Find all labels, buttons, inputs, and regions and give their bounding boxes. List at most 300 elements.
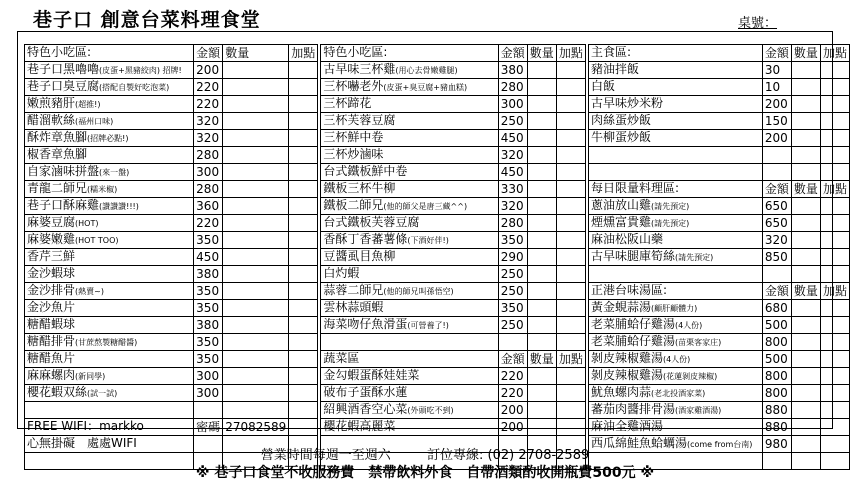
extra-cell[interactable] [289, 351, 318, 368]
extra-cell[interactable] [820, 351, 849, 368]
price-cell: 280 [194, 147, 223, 164]
dish-name-cell [321, 147, 498, 164]
price-cell [762, 266, 791, 283]
menu-row [25, 368, 850, 385]
quantity-cell[interactable] [791, 130, 820, 147]
price-cell: 320 [194, 130, 223, 147]
price-cell: 220 [194, 215, 223, 232]
quantity-cell[interactable] [527, 385, 556, 402]
price-cell: 280 [498, 215, 527, 232]
quantity-cell[interactable] [223, 130, 289, 147]
quantity-cell[interactable] [791, 351, 820, 368]
dish-name: 巷子口黑嚕嚕 [27, 62, 100, 76]
page-title: 巷子口 創意台菜料理食堂 [33, 9, 261, 31]
extra-cell[interactable] [556, 283, 585, 300]
dish-note: (下酒好伴!) [407, 236, 449, 245]
price-cell: 300 [498, 96, 527, 113]
dish-name-cell [25, 368, 194, 385]
dish-name-cell [588, 164, 762, 181]
dish-name: 豬油拌飯 [590, 62, 639, 76]
extra-cell[interactable] [289, 266, 318, 283]
price-cell: 350 [194, 283, 223, 300]
extra-cell[interactable] [556, 232, 585, 249]
dish-name-cell [588, 419, 762, 436]
extra-cell[interactable] [556, 130, 585, 147]
dish-name: 牛柳蛋炒飯 [590, 130, 651, 144]
dish-note: (新同學) [75, 372, 106, 381]
price-cell: 300 [194, 164, 223, 181]
quantity-cell[interactable]: 數量 [223, 45, 289, 62]
price-cell: 250 [498, 113, 527, 130]
quantity-cell[interactable]: 數量 [791, 181, 820, 198]
extra-cell[interactable] [289, 198, 318, 215]
quantity-cell[interactable] [791, 198, 820, 215]
dish-name-cell [321, 419, 498, 436]
dish-note: (讚讚讚!!!) [99, 202, 139, 211]
dish-name-cell [588, 96, 762, 113]
extra-cell[interactable]: 加點 [820, 283, 849, 300]
extra-cell[interactable]: 加點 [820, 181, 849, 198]
dish-note: (請先預定) [674, 253, 714, 262]
price-cell: 150 [762, 113, 791, 130]
extra-cell[interactable] [289, 419, 318, 436]
dish-name: 麻婆嫩雞 [27, 232, 76, 246]
quantity-cell[interactable] [527, 130, 556, 147]
extra-cell[interactable] [820, 266, 849, 283]
quantity-cell[interactable] [527, 368, 556, 385]
dish-note: (4人份) [662, 355, 691, 364]
extra-cell[interactable] [556, 96, 585, 113]
price-cell: 450 [498, 130, 527, 147]
quantity-cell[interactable] [223, 385, 289, 402]
price-cell: 800 [762, 368, 791, 385]
quantity-cell[interactable] [223, 300, 289, 317]
dish-name-cell [588, 368, 762, 385]
quantity-cell[interactable] [791, 96, 820, 113]
quantity-cell[interactable] [527, 113, 556, 130]
quantity-cell[interactable] [527, 300, 556, 317]
quantity-cell[interactable] [223, 317, 289, 334]
quantity-cell[interactable] [791, 368, 820, 385]
quantity-cell[interactable] [223, 266, 289, 283]
dish-note: (來一盤) [99, 168, 130, 177]
extra-cell[interactable] [820, 249, 849, 266]
price-cell: 密碼 [194, 419, 223, 436]
quantity-cell[interactable] [527, 96, 556, 113]
dish-name: 金沙蝦球 [27, 266, 76, 280]
quantity-cell[interactable] [791, 215, 820, 232]
dish-name-cell [588, 45, 762, 62]
quantity-cell[interactable] [223, 62, 289, 79]
dish-name-cell [321, 334, 498, 351]
extra-cell[interactable] [556, 79, 585, 96]
quantity-cell[interactable] [223, 249, 289, 266]
policy-notice: ※ 巷子口食堂不收服務費 禁帶飲料外食 自帶酒類酌收開瓶費500元 ※ [195, 465, 655, 481]
dish-name-cell [25, 79, 194, 96]
menu-row [25, 198, 850, 215]
dish-name-cell [321, 317, 498, 334]
extra-cell[interactable] [289, 283, 318, 300]
price-cell: 200 [194, 62, 223, 79]
quantity-cell[interactable] [223, 283, 289, 300]
dish-name-cell [25, 130, 194, 147]
dish-name: 巷子口臭豆腐 [27, 79, 100, 93]
extra-cell[interactable] [556, 266, 585, 283]
extra-cell[interactable] [289, 385, 318, 402]
quantity-cell[interactable]: 數量 [527, 351, 556, 368]
extra-cell[interactable] [289, 62, 318, 79]
price-cell: 320 [498, 198, 527, 215]
extra-cell[interactable] [556, 198, 585, 215]
quantity-cell[interactable] [527, 181, 556, 198]
quantity-cell[interactable] [527, 62, 556, 79]
extra-cell[interactable] [556, 334, 585, 351]
dish-name: 黃金蜆蒜湯 [590, 300, 651, 314]
dish-name: 鐵板三杯牛柳 [323, 181, 396, 195]
dish-name-cell [588, 385, 762, 402]
dish-name: 三杯芙蓉豆腐 [323, 113, 396, 127]
price-cell: 30 [762, 62, 791, 79]
quantity-cell[interactable] [527, 215, 556, 232]
extra-cell[interactable] [820, 79, 849, 96]
extra-cell[interactable] [289, 215, 318, 232]
price-cell: 800 [762, 334, 791, 351]
dish-name: 台式鐵板鮮中卷 [323, 164, 408, 178]
quantity-cell[interactable] [223, 113, 289, 130]
extra-cell[interactable] [556, 317, 585, 334]
quantity-cell[interactable] [527, 79, 556, 96]
dish-name-cell [588, 62, 762, 79]
extra-cell[interactable] [289, 368, 318, 385]
price-cell: 800 [762, 385, 791, 402]
dish-name-cell [588, 113, 762, 130]
extra-cell[interactable]: 加點 [556, 351, 585, 368]
quantity-cell[interactable] [223, 334, 289, 351]
quantity-cell[interactable] [791, 317, 820, 334]
quantity-cell[interactable] [223, 232, 289, 249]
dish-note: (4人份) [674, 321, 703, 330]
extra-cell[interactable] [289, 96, 318, 113]
dish-name: 金沙魚片 [27, 300, 76, 314]
extra-cell[interactable] [820, 334, 849, 351]
dish-name-cell [321, 402, 498, 419]
dish-name-cell [588, 249, 762, 266]
dish-note: (皮蛋+黑豬絞肉) 招牌! [99, 66, 182, 75]
extra-cell[interactable] [820, 147, 849, 164]
dish-name-cell [25, 385, 194, 402]
dish-note: (HOT) [75, 219, 99, 228]
quantity-cell[interactable] [223, 181, 289, 198]
dish-name-cell [25, 402, 194, 419]
extra-cell[interactable] [820, 62, 849, 79]
extra-cell[interactable] [820, 300, 849, 317]
quantity-cell[interactable] [223, 147, 289, 164]
dish-note: (顧肝顧體力) [650, 304, 698, 313]
dish-name-cell [321, 385, 498, 402]
opening-hours: 營業時間每週一至週六 [260, 448, 391, 463]
price-cell: 10 [762, 79, 791, 96]
extra-cell[interactable] [556, 368, 585, 385]
dish-name-cell [321, 113, 498, 130]
extra-cell[interactable] [556, 164, 585, 181]
quantity-cell[interactable] [223, 351, 289, 368]
dish-name: FREE WIFI：markko [27, 419, 144, 433]
extra-cell[interactable]: 加點 [820, 45, 849, 62]
extra-cell[interactable] [820, 368, 849, 385]
price-cell: 280 [498, 79, 527, 96]
dish-name-cell [321, 351, 498, 368]
quantity-cell[interactable] [527, 317, 556, 334]
extra-cell[interactable] [820, 419, 849, 436]
extra-cell[interactable] [820, 402, 849, 419]
price-cell: 金額 [762, 283, 791, 300]
dish-name-cell [588, 317, 762, 334]
menu-row [25, 385, 850, 402]
price-cell: 金額 [194, 45, 223, 62]
quantity-cell[interactable] [527, 249, 556, 266]
dish-name-cell [321, 130, 498, 147]
extra-cell[interactable] [556, 249, 585, 266]
menu-row [25, 96, 850, 113]
dish-name: 古早味腿庫筍絲 [590, 249, 675, 263]
menu-row [25, 113, 850, 130]
dish-name: 古早味三杯雞 [323, 62, 396, 76]
menu-row [25, 402, 850, 419]
price-cell: 200 [762, 130, 791, 147]
dish-name-cell [321, 215, 498, 232]
dish-name-cell [25, 317, 194, 334]
dish-name: 麻油松阪山藥 [590, 232, 663, 246]
dish-name: 特色小吃區: [323, 45, 388, 59]
price-cell: 220 [498, 385, 527, 402]
price-cell: 450 [498, 164, 527, 181]
menu-row [25, 164, 850, 181]
dish-note: (超推!) [75, 100, 101, 109]
dish-name: 三杯蹄花 [323, 96, 372, 110]
quantity-cell[interactable] [527, 334, 556, 351]
quantity-cell[interactable] [527, 402, 556, 419]
extra-cell[interactable] [289, 300, 318, 317]
dish-name-cell [588, 351, 762, 368]
price-cell: 360 [194, 198, 223, 215]
dish-name: 心無掛礙 處處WIFI [27, 436, 137, 450]
dish-name: 破布子蛋酥水蓮 [323, 385, 408, 399]
dish-name: 特色小吃區: [27, 45, 92, 59]
menu-row [25, 283, 850, 300]
extra-cell[interactable] [289, 249, 318, 266]
dish-note: (可營養了!) [407, 321, 449, 330]
quantity-cell[interactable] [223, 215, 289, 232]
extra-cell[interactable] [289, 402, 318, 419]
dish-name: 台式鐵板芙蓉豆腐 [323, 215, 420, 229]
extra-cell[interactable] [289, 79, 318, 96]
dish-name-cell [321, 266, 498, 283]
extra-cell[interactable] [556, 147, 585, 164]
dish-name-cell [588, 300, 762, 317]
dish-name: 金勾蝦蛋酥娃娃菜 [323, 368, 420, 382]
menu-row [25, 351, 850, 368]
quantity-cell[interactable] [223, 96, 289, 113]
dish-name-cell [321, 96, 498, 113]
extra-cell[interactable] [556, 385, 585, 402]
dish-name-cell [25, 164, 194, 181]
dish-name: 巷子口酥麻雞 [27, 198, 100, 212]
price-cell: 330 [498, 181, 527, 198]
extra-cell[interactable] [820, 317, 849, 334]
quantity-cell[interactable] [791, 249, 820, 266]
price-cell: 280 [194, 181, 223, 198]
quantity-cell[interactable] [223, 198, 289, 215]
extra-cell[interactable] [556, 181, 585, 198]
extra-cell[interactable] [820, 113, 849, 130]
quantity-cell[interactable] [791, 385, 820, 402]
dish-name-cell [588, 147, 762, 164]
extra-cell[interactable] [556, 113, 585, 130]
quantity-cell[interactable] [791, 113, 820, 130]
quantity-cell[interactable] [223, 164, 289, 181]
dish-name-cell [321, 79, 498, 96]
dish-name: 白飯 [590, 79, 615, 93]
dish-name: 椒香章魚腳 [27, 147, 88, 161]
quantity-cell[interactable] [791, 232, 820, 249]
price-cell: 250 [498, 283, 527, 300]
extra-cell[interactable] [556, 300, 585, 317]
price-cell: 320 [498, 147, 527, 164]
quantity-cell[interactable] [527, 232, 556, 249]
quantity-cell[interactable]: 數量 [791, 283, 820, 300]
dish-name-cell [588, 215, 762, 232]
extra-cell[interactable] [556, 419, 585, 436]
dish-name: 老菜脯蛤仔雞湯 [590, 334, 675, 348]
price-cell: 220 [194, 79, 223, 96]
menu-row [25, 419, 850, 436]
quantity-cell[interactable] [223, 368, 289, 385]
extra-cell[interactable] [820, 164, 849, 181]
extra-cell[interactable]: 加點 [556, 45, 585, 62]
quantity-cell[interactable] [791, 62, 820, 79]
dish-name-cell [25, 232, 194, 249]
price-cell: 320 [762, 232, 791, 249]
quantity-cell[interactable] [791, 419, 820, 436]
quantity-cell[interactable] [527, 283, 556, 300]
dish-name-cell [25, 62, 194, 79]
dish-name: 三杯鮮中卷 [323, 130, 384, 144]
menu-row [25, 45, 850, 62]
price-cell: 金額 [762, 181, 791, 198]
dish-name: 嫩煎豬肝 [27, 96, 76, 110]
menu-row [25, 62, 850, 79]
menu-row [25, 130, 850, 147]
menu-row [25, 300, 850, 317]
price-cell: 500 [762, 317, 791, 334]
dish-name: 主食區: [590, 45, 631, 59]
dish-note: (他的師兄叫孫悟空) [383, 287, 454, 296]
dish-note: (花蓮剝皮辣椒) [662, 372, 718, 381]
menu-row [25, 147, 850, 164]
dish-name-cell [588, 130, 762, 147]
dish-name-cell [25, 266, 194, 283]
dish-name: 糖醋魚片 [27, 351, 76, 365]
quantity-cell[interactable]: 數量 [791, 45, 820, 62]
quantity-cell[interactable] [791, 300, 820, 317]
quantity-cell[interactable] [791, 147, 820, 164]
dish-name: 雲林蒜頭蝦 [323, 300, 384, 314]
extra-cell[interactable] [820, 215, 849, 232]
dish-note: (請先預定) [650, 219, 690, 228]
dish-name-cell [321, 62, 498, 79]
dish-note: (搭配自製好吃泡菜) [99, 83, 170, 92]
dish-name: 金沙排骨 [27, 283, 76, 297]
dish-note: (HOT TOO) [75, 236, 119, 245]
quantity-cell[interactable] [527, 198, 556, 215]
quantity-cell[interactable] [791, 402, 820, 419]
quantity-cell[interactable] [527, 419, 556, 436]
dish-name-cell [25, 147, 194, 164]
extra-cell[interactable] [820, 232, 849, 249]
dish-name: 紹興酒香空心菜 [323, 402, 408, 416]
quantity-cell[interactable] [527, 266, 556, 283]
extra-cell[interactable] [289, 130, 318, 147]
extra-cell[interactable] [289, 113, 318, 130]
extra-cell[interactable] [289, 334, 318, 351]
quantity-cell[interactable] [223, 79, 289, 96]
dish-name-cell [25, 419, 194, 436]
dish-name-cell [588, 266, 762, 283]
extra-cell[interactable] [820, 96, 849, 113]
extra-cell[interactable] [820, 198, 849, 215]
extra-cell[interactable] [556, 215, 585, 232]
dish-name: 蒜蓉二師兄 [323, 283, 384, 297]
table-number-label: 桌號： [738, 16, 778, 31]
extra-cell[interactable] [289, 317, 318, 334]
price-cell [762, 164, 791, 181]
quantity-cell[interactable] [791, 164, 820, 181]
quantity-cell[interactable]: 27082589 [223, 419, 289, 436]
quantity-cell[interactable] [223, 402, 289, 419]
quantity-cell[interactable] [791, 79, 820, 96]
dish-name: 蕃茄肉醬排骨湯 [590, 402, 675, 416]
quantity-cell[interactable] [527, 164, 556, 181]
extra-cell[interactable] [289, 232, 318, 249]
dish-note: (熱賣~) [75, 287, 104, 296]
extra-cell[interactable] [289, 164, 318, 181]
dish-name: 麻油全雞酒湯 [590, 419, 663, 433]
extra-cell[interactable] [820, 130, 849, 147]
menu-row [25, 334, 850, 351]
reservation-phone: 訂位專線: (02) 2708-2589 [427, 448, 590, 463]
price-cell [194, 402, 223, 419]
dish-name-cell [588, 198, 762, 215]
extra-cell[interactable] [556, 402, 585, 419]
dish-name: 西瓜綿鮭魚蛤蠣湯 [590, 436, 687, 450]
extra-cell[interactable]: 加點 [289, 45, 318, 62]
extra-cell[interactable] [820, 385, 849, 402]
price-cell: 350 [194, 300, 223, 317]
dish-name-cell [321, 232, 498, 249]
dish-name: 香酥丁香蕃薯條 [323, 232, 408, 246]
quantity-cell[interactable]: 數量 [527, 45, 556, 62]
dish-name: 櫻花蝦高麗菜 [323, 419, 396, 433]
extra-cell[interactable] [556, 62, 585, 79]
dish-name: 麻婆豆腐 [27, 215, 76, 229]
extra-cell[interactable] [289, 147, 318, 164]
quantity-cell[interactable] [791, 334, 820, 351]
quantity-cell[interactable] [527, 147, 556, 164]
price-cell: 250 [498, 317, 527, 334]
extra-cell[interactable] [289, 181, 318, 198]
quantity-cell[interactable] [791, 266, 820, 283]
menu-row [25, 266, 850, 283]
